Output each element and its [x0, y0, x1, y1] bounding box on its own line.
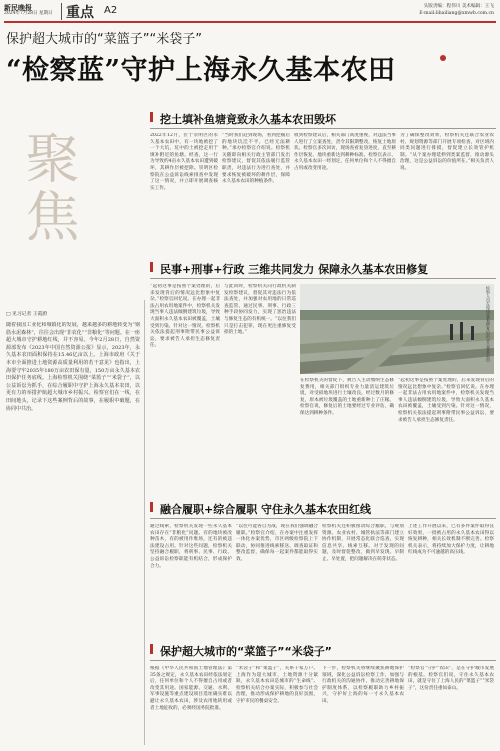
section2-col3: 在检察机关的督促下，被告人主动缴纳生态修复费用，相关部门组织专业力量清运建筑垃圾，对受损地块进行土壤改良。经过数月的修复，原本被垃圾覆盖的土地重新种上了庄稼。检察官说，修复后的土地要经过专业评估，确保达到耕种条件。 [300, 378, 394, 416]
section2-col1: “起初这事是按照个案处理的，后来发现背后的情况远比想象中复杂。”检察官回忆说。在办理一起非法占用农用地案件中，检察机关发现当事人违法倾倒建筑垃圾，导致大面积永久基本农田被覆盖，土壤受到污染。针对这一情况，检察机关依法提起刑事附带民事公益诉讼，要求被告人承担生态修复责任。 [150, 284, 220, 349]
section1-col4: 为了确保整改效果，检察机关还联合农业农村、规划资源等部门开展专项检查，对区域内同类问题进行排摸，督促建立长效管护机制。“从个案办理延伸到类案监督，推动源头治理，这是公益诉讼的价值所在。”相关负责人说。 [400, 133, 494, 171]
section2-marker [150, 262, 153, 272]
section1-col3: 收到检察建议后，相关部门高度重视，对违法当事人进行了立案查处，责令其限期整改，恢复土地原状。检察官多次回访，现场查看复垦进度，直至耕作层恢复、地块重新达到耕种标准。检察官表示，永久基本农田一经划定，任何单位和个人不得擅自占用或改变用途。 [294, 133, 396, 171]
section2-title: 民事+刑事+行政 三维共同发力 保障永久基本农田修复 [160, 263, 429, 276]
section4-rule [150, 660, 496, 661]
section1-rule [150, 128, 496, 129]
section-label: 重点 [66, 5, 94, 21]
section3-col1: 通过线索，检察机关发现一些永久基本农田存在“非粮化”问题。有的地块被改种苗木，有的被用作堆场，还有的被违法建设占用。针对这些问题，检察机关坚持融合履职，将刑事、民事、行政、公益诉讼检察职能有机结合，形成保护合力。 [150, 524, 232, 569]
farmland-photo-graphic [300, 284, 494, 374]
sidebar-separator [144, 300, 145, 745]
section1-marker [150, 112, 153, 122]
section3-col4: 上述工作开展以来，已有多件案件取得良好效果，一批被占用的永久基本农田得以恢复耕种，相关长效机制不断完善。检察机关表示，将持续加大保护力度，让耕地红线成为不可逾越的高压线。 [408, 524, 494, 556]
headline-main: “检察蓝”守护上海永久基本农田 [6, 55, 396, 86]
editor-line: 头版责编：程伟川 美术编辑：王飞 [423, 4, 494, 9]
section3-rule [150, 518, 496, 519]
section1-col1: 2022年12月，位于崇明区的永久基本农田中，有一块地被挖了一个大坑，坑中的土被挖走用于填补附近的鱼塘。经查，这一行为导致约4亩永久基本农田遭到破坏，其耕作层被挖除。崇明区检察院在公益诉讼线索排查中发现了这一情况，并立即开展调查核实工作。 [150, 133, 218, 191]
page-number: A2 [104, 5, 118, 16]
section2-rule [150, 278, 496, 279]
section3-marker [150, 502, 153, 512]
section2-photo-caption: 检察人员在现场查看修复后的永久基本农田 [486, 286, 491, 362]
section4-col1: 根据《中华人民共和国土地管理法》第35条之规定，永久基本农田经依法划定后，任何单位和个人不得擅自占用或者改变其用途。国家能源、交通、水利、军事设施等重点建设项目选址确实难以避让永久基本农田，涉及农用地转用或者土地征收的，必须经国务院批准。 [150, 666, 232, 711]
section4-col2: “米袋子”和“菜篮子”，关系千家万户。上海作为超大城市，土地资源十分紧缺，永久基本农田是城市的“生命线”。检察机关结合办案实际，积极参与社会治理，推动形成保护耕地的良好氛围，守护市民的餐桌安全。 [236, 666, 318, 704]
section4-marker [150, 644, 153, 654]
section2-photo [300, 284, 494, 374]
issue-date: 2024年7月28日 星期日 [4, 11, 53, 16]
headline-dot [440, 55, 446, 61]
paper-logo: 新民晚报 [4, 3, 32, 12]
section3-col2: “以往可能各自为战，现在我们强调融合履职。”检察官介绍，在办案中注重发挥一体化办案优势，市区两级检察院上下联动，协同推进线索移送、调查取证和整改监督，确保每一起案件都能取得实效。 [236, 524, 318, 562]
section2-col2: 与此同时，检察机关向行政机关制发检察建议，督促其对违法行为依法查处，并加强对农用地的日常巡查监管。通过民事、刑事、行政三种手段协同发力，实现了惩治违法与修复生态的有机统一。“以往我们只是打击犯罪，现在更注重修复受损的土地。” [224, 284, 296, 336]
section4-col3: 下一步，检察机关将继续聚焦耕地保护领域，深化公益诉讼检察工作，加强与行政机关的沟通协作，推动完善耕地保护制度体系，以检察履职助力乡村振兴，守护好上海的每一寸永久基本农田。 [322, 666, 404, 704]
editor-email: E-mail:lihailiang@xmwb.com.cn [419, 11, 494, 16]
section4-title: 保护超大城市的“菜篮子”“米袋子” [160, 645, 332, 658]
sidebar-byline: □ 见习记者 王霞蔚 [6, 312, 48, 317]
masthead-divider [61, 3, 62, 20]
section3-col3: 检察机关还积极推动综合履职，与规划资源、农业农村、城管执法等部门建立协作机制，开展常态化联合巡查，实现信息共享、线索互移。对于发现的问题，及时督促整改，做到早发现、早制止、早处置，把问题解决在萌芽状态。 [322, 524, 404, 562]
section1-title: 挖土填补鱼塘竟致永久基本农田毁坏 [160, 113, 336, 126]
sidebar-body: 随着我国工业化和城镇化的发展，越来越多的耕地转变为“钢筋水泥森林”，往往会出现“非农化”“非粮化”等问题。在一座超大城市守护耕地红线，并不容易。今年2月28日，自然资源部发布《2023年中国自然资源公报》显示，2023年，永久基本农田面积保持在15.46亿亩以上。上海市政府《关于本市全面推进土地资源高质量利用的若干意见》也指出，上海要守牢2035年180万亩农田保有量，150万亩永久基本农田保护任务底线。上海检察机关围绕“菜篮子”“米袋子”，以公益诉讼为抓手，在综合履职中守护上海永久基本农田，以更有力的举措护航超大城市乡村振兴。检察官们在一线，在田间地头，记录下这些案例背后的故事，在履职中破题，在协同中共治。 [6, 322, 140, 412]
section4-col4: “检察官”守护“农田”，是在守护城市发展的根基。检察官们说，守住永久基本农田，就是守住了上海人民的“菜篮子”“米袋子”，这份责任重如泰山。 [408, 666, 494, 691]
headline-kicker: 保护超大城市的“菜篮子”“米袋子” [6, 32, 202, 47]
masthead-rule [4, 21, 496, 23]
sidebar-art-title: 聚焦 [17, 130, 80, 246]
section2-col4: “起初这事是按照个案处理的，后来发现背后的情况远比想象中复杂。”检察官回忆说。在办理一起非法占用农用地案件中，检察机关发现当事人违法倾倒建筑垃圾，导致大面积永久基本农田被覆盖，土壤受到污染。针对这一情况，检察机关依法提起刑事附带民事公益诉讼，要求被告人承担生态修复责任。 [398, 378, 494, 423]
section3-title: 融合履职+综合履职 守住永久基本农田红线 [160, 503, 372, 516]
section1-col2: “当时我们赶到现场，看到挖掘后的地块坑洼不平，已经无法耕种。”承办检察官介绍说。检察机关随即向相关行政主管部门发出检察建议，督促其依法履行监管职责，对违法行为进行查处，并要求恢复被破坏的耕作层，保障永久基本农田的种植条件。 [222, 133, 290, 185]
